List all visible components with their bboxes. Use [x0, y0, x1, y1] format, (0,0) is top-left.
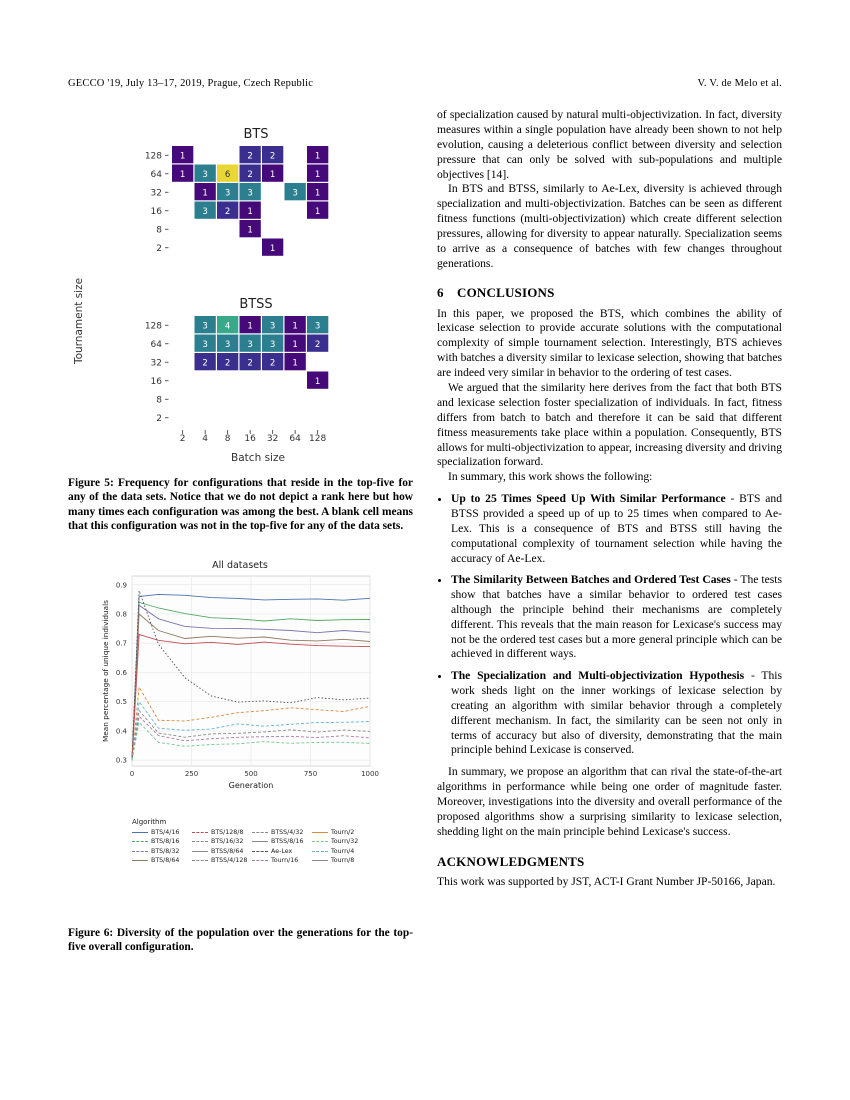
- heatmap-x-tick: 16: [244, 434, 256, 444]
- heatmap-cell-value: 3: [202, 169, 208, 180]
- section-heading-conclusions: [437, 285, 782, 302]
- legend-label: BTSS/4/32: [271, 828, 304, 836]
- heatmap-cell-value: 3: [202, 321, 208, 332]
- heatmap-cell-value: 2: [247, 358, 253, 369]
- legend-swatch: [312, 841, 328, 842]
- bullet-body: - This work sheds light on the inner workings of lexicase selection by creating an algorithm with similar behavior through a completely different mechanism. In fact, the similarity can be seen not only in terms of accuracy but also of diversity, demonstrating that the main principle behind Lexicase is conserved.: [451, 669, 782, 757]
- paragraph-7: This work was supported by JST, ACT-I Grant Number JP-50166, Japan.: [437, 875, 776, 889]
- heatmap-cell-value: 2: [224, 206, 231, 217]
- legend-label: BTS/8/64: [151, 857, 180, 865]
- heatmap-cell-value: 6: [224, 169, 231, 180]
- heatmap-cell-value: 1: [314, 151, 321, 162]
- heatmap-cell-value: 1: [247, 206, 253, 217]
- legend-swatch: [192, 860, 208, 861]
- bullet-item: [451, 669, 782, 758]
- paragraph-2: In BTS and BTSS, similarly to Ae-Lex, diversity is achieved through specialization and multi-objectivization. Batches can be seen as different fitness functions (multi-objectivization) which create different selection pressures, allowing for diversity to appear naturally. Specialization seems to arrive as a consequence of batches with few changes throughout generations.: [437, 182, 782, 270]
- legend-label: Tourn/2: [331, 828, 355, 836]
- heatmap-y-tick: 16: [150, 376, 162, 387]
- heatmap-cell-value: 2: [269, 358, 276, 369]
- heatmap-cell-value: 2: [247, 169, 253, 180]
- heatmap-y-tick: 64: [150, 339, 162, 350]
- figure-6-caption: Figure 6: Diversity of the population over the generations for the top-five overall configuration.: [68, 926, 413, 954]
- legend-swatch: [312, 832, 328, 833]
- section-heading-acknowledgments: ACKNOWLEDGMENTS: [437, 853, 585, 869]
- legend-label: BTSS/8/64: [211, 847, 244, 855]
- heatmap-cell-value: 1: [202, 188, 208, 199]
- lineplot-x-axis-label: Generation: [228, 780, 274, 790]
- heatmap-x-tick: 4: [202, 434, 209, 444]
- legend-swatch: [252, 851, 268, 852]
- figure-6-lineplot: [68, 556, 413, 814]
- legend-swatch: [132, 841, 148, 842]
- legend-label: Tourn/4: [331, 847, 355, 855]
- heatmap-cell-value: 3: [247, 339, 253, 350]
- legend-swatch: [192, 851, 208, 852]
- heatmap-cell-value: 4: [224, 321, 231, 332]
- heatmap-cell-value: 3: [314, 321, 321, 332]
- heatmap-cell-value: 1: [269, 169, 276, 180]
- legend-label: BTS/8/16: [151, 838, 180, 846]
- bullet-body: - BTS and BTSS provided a speed up of up to 25 times when compared to Ae-Lex. This is a consequence of BTS and BTSS still having the computational complexity of tournament selection while having the accuracy of Ae-Lex.: [451, 492, 782, 565]
- conclusions-bullet-list: [437, 492, 782, 758]
- legend-label: BTS/16/32: [211, 838, 244, 846]
- figure-6: [68, 556, 413, 896]
- y-tick-label: 0.8: [115, 610, 127, 619]
- paragraph-6: In summary, we propose an algorithm that can rival the state-of-the-art algorithms in performance while being one order of magnitude faster. Moreover, investigations into the diversity and overall performance of the proposed algorithms show a surprising similarity to lexicase selection, shedding light on the main principle behind Lexicase's success.: [437, 765, 782, 838]
- legend-item: [312, 857, 372, 864]
- legend-label: BTS/128/8: [211, 828, 244, 836]
- x-tick-label: 500: [244, 769, 258, 778]
- legend-label: Tourn/8: [331, 857, 355, 865]
- running-head: [68, 78, 782, 89]
- legend-title: Algorithm: [132, 817, 167, 826]
- legend-row: [132, 848, 372, 858]
- heatmap-cell-value: 1: [292, 321, 298, 332]
- legend-item: [192, 857, 252, 864]
- heatmap-y-tick: 128: [144, 321, 162, 332]
- legend-item: [132, 829, 192, 836]
- legend-label: BTS/8/32: [151, 847, 180, 855]
- heatmap-y-tick: 2: [156, 413, 162, 424]
- legend-item: [192, 829, 252, 836]
- paragraph-1: of specialization caused by natural multi-objectivization. In fact, diversity measures within a single population have already been shown to not help evolution, causing a deleterious conflict between diversity and selection pressure that can only be solved with sub-populations and multiple objectives [14].: [437, 108, 782, 181]
- legend-swatch: [132, 851, 148, 852]
- legend-item: [252, 838, 312, 845]
- bullet-heading: The Specialization and Multi-objectivization Hypothesis: [451, 669, 745, 683]
- paragraph-5: In summary, this work shows the following:: [448, 470, 653, 484]
- heatmap-cell-value: 1: [292, 339, 298, 350]
- legend-swatch: [312, 860, 328, 861]
- heatmap-cell-value: 1: [179, 151, 186, 162]
- figure-6-legend: [132, 818, 372, 867]
- legend-row: [132, 838, 372, 848]
- legend-swatch: [252, 832, 268, 833]
- heatmap-cell-value: 2: [224, 358, 231, 369]
- lineplot-y-axis-label: Mean percentage of unique individuals: [101, 599, 110, 742]
- x-tick-label: 750: [303, 769, 318, 778]
- y-tick-label: 0.9: [115, 581, 127, 590]
- legend-item: [312, 838, 372, 845]
- heatmap-bts-title: BTS: [243, 127, 269, 142]
- heatmap-y-tick: 128: [144, 151, 162, 162]
- left-column: [68, 108, 413, 955]
- paragraph-3: In this paper, we proposed the BTS, which combines the ability of lexicase selection to provide accurate solutions with the computational complexity of simple tournament selection. Interestingly, BTS achieves with batches a diversity similar to lexicase selection, showing that batches are indeed very similar in behavior to the ordering of test cases.: [437, 306, 782, 380]
- figure-5-heatmaps: [68, 116, 413, 466]
- heatmap-cell-value: 1: [314, 376, 321, 387]
- heatmap-y-tick: 8: [156, 225, 162, 236]
- heatmap-x-tick: 32: [266, 434, 279, 444]
- heatmap-cell-value: 3: [292, 188, 298, 199]
- heatmap-cell-value: 3: [224, 188, 231, 199]
- legend-item: [252, 848, 312, 855]
- y-tick-label: 0.6: [115, 668, 127, 677]
- y-tick-label: 0.3: [115, 756, 127, 765]
- bullet-heading: Up to 25 Times Speed Up With Similar Performance: [451, 492, 726, 506]
- heatmap-x-tick: 2: [179, 434, 186, 444]
- x-tick-label: 250: [184, 769, 199, 778]
- legend-item: [312, 829, 372, 836]
- legend-swatch: [132, 832, 148, 833]
- legend-swatch: [252, 860, 268, 861]
- legend-label: Ae-Lex: [271, 847, 293, 855]
- heatmap-y-tick: 16: [150, 206, 162, 217]
- legend-item: [132, 857, 192, 864]
- legend-label: BTS/4/16: [151, 828, 180, 836]
- legend-item: [312, 848, 372, 855]
- figure-5-caption: Figure 5: Frequency for configurations that reside in the top-five for any of the data sets. Notice that we do not depict a rank here but how many times each configuration was among the best. A blank cell means that this configuration was not in the top-five for any of the data sets.: [68, 477, 413, 533]
- heatmap-cell-value: 3: [202, 206, 208, 217]
- legend-item: [252, 857, 312, 864]
- heatmap-cell-value: 1: [247, 225, 253, 236]
- heatmap-y-tick: 32: [150, 188, 162, 199]
- legend-swatch: [192, 832, 208, 833]
- legend-swatch: [132, 860, 148, 861]
- x-tick-label: 0: [129, 769, 135, 778]
- heatmap-cell-value: 1: [314, 169, 321, 180]
- bullet-item: [451, 492, 782, 566]
- legend-label: BTSS/8/16: [271, 838, 304, 846]
- bullet-body: - The tests show that batches have a similar behavior to ordered test cases although the principle behind their mechanisms are completely different. This reveals that the main reason for Lexicase's success may not be the ordered test cases but a more general principle which can be achieved in different ways.: [451, 573, 783, 661]
- y-tick-label: 0.7: [115, 639, 127, 648]
- heatmap-y-tick: 32: [150, 358, 162, 369]
- legend-item: [132, 838, 192, 845]
- legend-swatch: [252, 841, 268, 842]
- right-column: [437, 108, 782, 890]
- legend-item: [132, 848, 192, 855]
- legend-row: [132, 857, 372, 867]
- heatmap-cell-value: 1: [247, 321, 253, 332]
- heatmap-y-axis-label: Tournament size: [73, 277, 85, 365]
- paragraph-4: We argued that the similarity here derives from the fact that both BTS and lexicase selection foster specialization of individuals. In fact, fitness differs from batch to batch and therefore it can be said that different fitness measurements take place within a population. Consequently, BTS allows for multi-objectivization to appear, increasing diversity and driving specialization forward.: [437, 380, 782, 469]
- heatmap-cell-value: 2: [314, 339, 321, 350]
- legend-item: [192, 848, 252, 855]
- section-number: 6: [437, 284, 444, 300]
- heatmap-x-tick: 128: [309, 434, 327, 444]
- figure-5: [68, 116, 413, 466]
- heatmap-cell-value: 2: [247, 151, 253, 162]
- legend-swatch: [192, 841, 208, 842]
- heatmap-cell-value: 1: [292, 358, 298, 369]
- heatmap-btss-title: BTSS: [239, 297, 273, 312]
- legend-entries: [132, 829, 372, 867]
- heatmap-cell-value: 3: [202, 339, 208, 350]
- lineplot-title: All datasets: [212, 559, 268, 571]
- legend-item: [252, 829, 312, 836]
- legend-label: Tourn/16: [271, 857, 299, 865]
- y-tick-label: 0.5: [115, 698, 127, 707]
- heatmap-y-tick: 64: [150, 169, 162, 180]
- heatmap-x-tick: 64: [289, 434, 301, 444]
- running-head-left: GECCO '19, July 13–17, 2019, Prague, Czech Republic: [68, 78, 314, 89]
- heatmap-x-axis-label: Batch size: [231, 452, 285, 464]
- running-head-right: V. V. de Melo et al.: [697, 78, 782, 89]
- legend-row: [132, 829, 372, 839]
- heatmap-cell-value: 3: [269, 321, 276, 332]
- heatmap-cell-value: 3: [269, 339, 276, 350]
- bullet-heading: The Similarity Between Batches and Ordered Test Cases: [451, 573, 731, 587]
- legend-item: [192, 838, 252, 845]
- legend-label: Tourn/32: [331, 838, 359, 846]
- legend-label: BTSS/4/128: [211, 857, 248, 865]
- y-tick-label: 0.4: [115, 727, 127, 736]
- bullet-item: [451, 573, 782, 662]
- section-title: CONCLUSIONS: [457, 284, 555, 300]
- heatmap-cell-value: 1: [179, 169, 186, 180]
- heatmap-cell-value: 1: [314, 188, 321, 199]
- heatmap-y-tick: 2: [156, 243, 162, 254]
- x-tick-label: 1000: [361, 769, 379, 778]
- heatmap-cells: [172, 146, 328, 389]
- heatmap-x-tick: 8: [224, 434, 231, 444]
- heatmap-y-tick: 8: [156, 395, 162, 406]
- heatmap-cell-value: 3: [247, 188, 253, 199]
- heatmap-cell-value: 2: [269, 151, 276, 162]
- heatmap-cell-value: 1: [314, 206, 321, 217]
- heatmap-cell-value: 2: [202, 358, 208, 369]
- heatmap-cell-value: 1: [269, 243, 276, 254]
- legend-swatch: [312, 851, 328, 852]
- heatmap-cell-value: 3: [224, 339, 231, 350]
